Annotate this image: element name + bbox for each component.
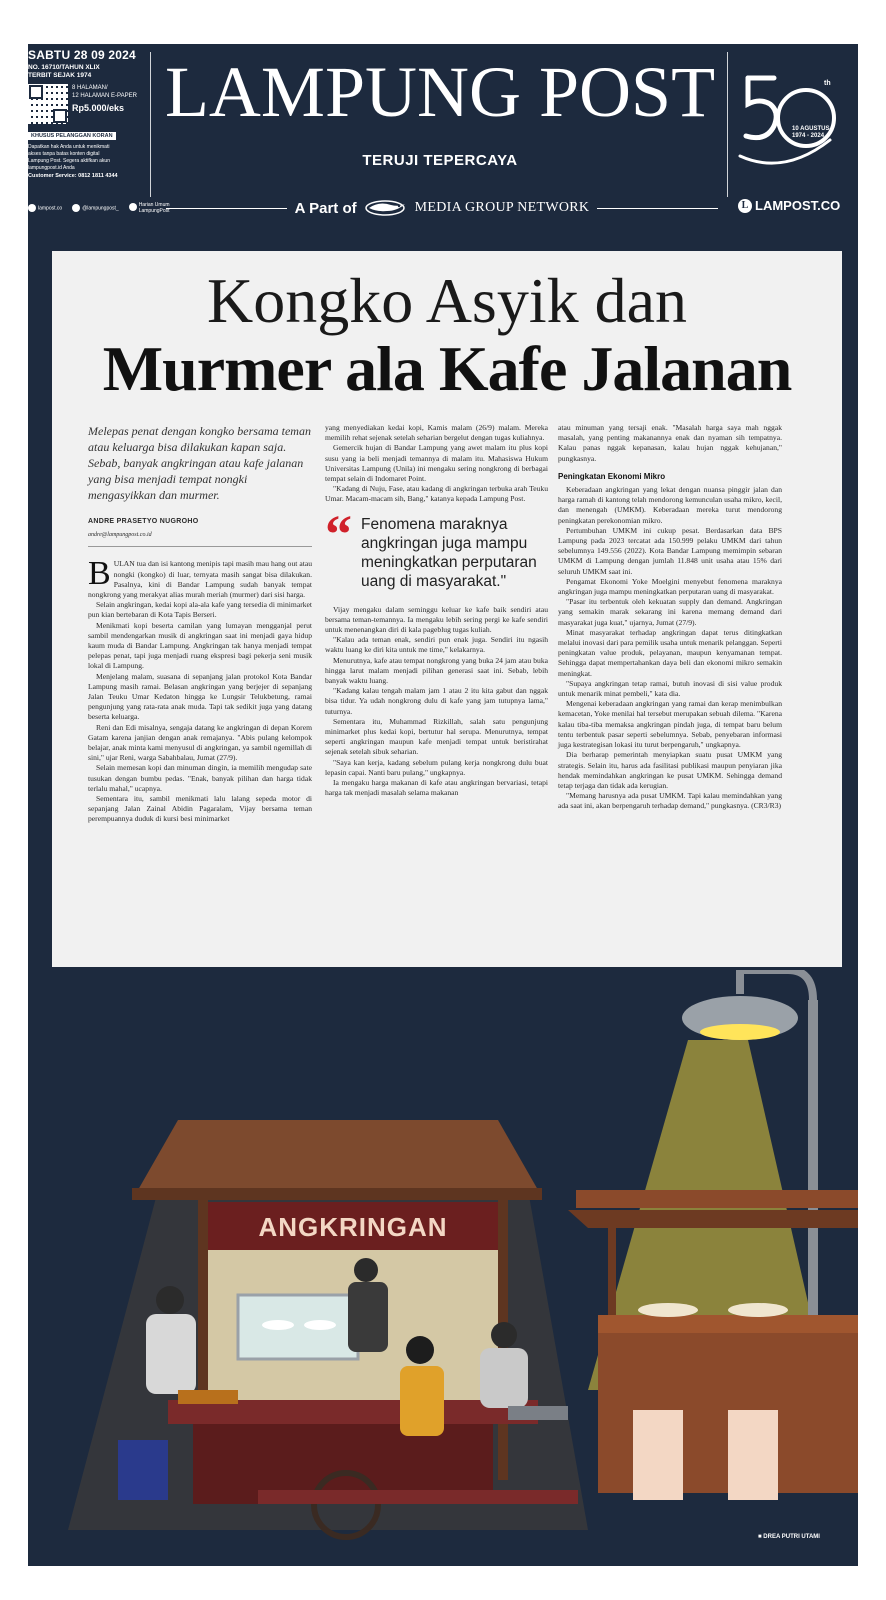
paragraph: "Pasar itu terbentuk oleh kekuatan supply dan demand. Angkringan yang semakin marak sekarang ini karena memang demand dari masyarakat juga kuat," ujarnya, Jumat (27/9). bbox=[558, 597, 782, 627]
paragraph: Sementara itu, sambil menikmati lalu lalang sepeda motor di sepanjang Jalan Zainal Abidin Pagaralam, Vijay bersama teman perempuannya duduk di kursi besi minimarket bbox=[88, 794, 312, 824]
paragraph: Reni dan Edi misalnya, sengaja datang ke angkringan di depan Korem Gatam karena janjian dengan anak remajanya. "Abis pulang kelompok belajar, anak minta kami menyusul di angkringan, ya sambil ngemillah di sini," ujar Reni, warga Sabahbalau, Jumat (27/9). bbox=[88, 722, 312, 763]
stool bbox=[633, 1410, 683, 1500]
globe-icon bbox=[28, 204, 36, 212]
angkringan-illustration bbox=[28, 970, 858, 1566]
food-plate bbox=[638, 1303, 698, 1317]
main-stall-roof-edge bbox=[132, 1188, 542, 1200]
rule bbox=[166, 208, 287, 209]
tagline: TERUJI TEPERCAYA bbox=[362, 152, 518, 169]
social-facebook[interactable]: Harian Umum LampungPost bbox=[129, 202, 177, 214]
paragraph: Sementara itu, Muhammad Rizkillah, salah satu pengunjung minimarket plus kedai kopi, bertutur hal serupa. Menurutnya, tempat seperti angkringan maupun kafe menjadi tempat untuk beristirahat sejenak setelah sibuk seharian. bbox=[325, 716, 548, 757]
issue-date: SABTU 28 09 2024 bbox=[28, 48, 136, 62]
column-1 bbox=[88, 423, 312, 825]
right-stall-counter bbox=[598, 1315, 858, 1333]
person-body bbox=[480, 1348, 528, 1408]
subheading: Peningkatan Ekonomi Mikro bbox=[558, 471, 666, 481]
social-instagram[interactable]: @lampungpost_ bbox=[72, 204, 119, 212]
social-links bbox=[28, 202, 177, 214]
paragraph: "Memang harusnya ada pusat UMKM. Tapi kalau memindahkan yang ada saat ini, akan berpengaruh terhadap demand," pungkasnya. (CR3/R3) bbox=[558, 791, 782, 811]
article-lead: Melepas penat dengan kongko bersama teman atau keluarga bisa dilakukan kapan saja. Sebab, banyak angkringan atau kafe jalanan yang bisa menjadi tempat nongki mengasyikkan dan murmer. bbox=[88, 424, 311, 502]
stall-sign-text: ANGKRINGAN bbox=[258, 1212, 448, 1242]
lamp-bulb bbox=[700, 1024, 780, 1040]
food-plate bbox=[304, 1320, 336, 1330]
masthead-info bbox=[28, 48, 153, 179]
price: Rp5.000/eks bbox=[72, 103, 125, 113]
paragraph: Menikmati kopi beserta camilan yang lumayan mengganjal perut sambil mendengarkan musik di angkringan saat ini menjadi gaya hidup kaum muda di Bandar Lampung. Angkringan tak hanya menjadi tempat pelepas penat, tapi juga menjadi ruang ekspresi bagi pekerja seni musik lokal di Lampung. bbox=[88, 620, 312, 671]
paragraph: Vijay mengaku dalam seminggu keluar ke kafe baik sendiri atau bersama teman-temannya. Ia mengaku lebih sering pergi ke kafe sendiri untuk menenangkan diri di kala pageblug tugas kuliah. bbox=[325, 604, 548, 635]
author-byline: ANDRE PRASETYO NUGROHO bbox=[88, 518, 199, 525]
food-plate bbox=[728, 1303, 788, 1317]
paragraph: Selain memesan kopi dan minuman dingin, ia memilih mengudap sate tusukan dengan bumbu pedas. "Enak, banyak pilihan dan harga tidak terlalu mahal," ucapnya. bbox=[88, 763, 312, 793]
paragraph: Pengamat Ekonomi Yoke Moelgini menyebut fenomena maraknya angkringan juga mampu meningkatkan perputaran uang di masyarakat. bbox=[558, 576, 782, 597]
qr-row bbox=[28, 84, 153, 124]
paragraph: Gemercik hujan di Bandar Lampung yang awet malam itu plus kopi susu yang ia beli menjadi temannya di malam itu. Mahasiswa Hukum Universitas Lampung (Unila) ini mengaku sering nongkrong di berbagai tempat selain di Indomaret Point. bbox=[325, 443, 548, 484]
person-body bbox=[400, 1366, 444, 1436]
column-3 bbox=[558, 423, 782, 812]
paragraph: Menurutnya, kafe atau tempat nongkrong yang buka 24 jam atau buka hingga larut malam menjadi pilihan generasi saat ini. Sebab, lebih banyak waktu luang. bbox=[325, 655, 548, 686]
person-body bbox=[146, 1314, 196, 1394]
paragraph: "Kadang di Nuju, Fase, atau kadang di angkringan terbuka arah Teuku Umar. Macam-macam sih, Bang," katanya kepada Lampung Post. bbox=[325, 484, 548, 504]
food-display-case bbox=[238, 1295, 358, 1359]
person-legs bbox=[178, 1390, 238, 1404]
drop-cap: B bbox=[88, 555, 111, 593]
paragraph: Keberadaan angkringan yang lekat dengan nuansa pinggir jalan dan harga ramah di kantong telah mendorong kemunculan usaha mikro, kecil, dan menengah (UMKM). Keberadaan mereka turut mendorong peningkatan perekonomian mikro. bbox=[558, 485, 782, 525]
newspaper-page bbox=[28, 44, 858, 1566]
right-stall-roof-edge bbox=[568, 1210, 858, 1228]
subscriber-label: KHUSUS PELANGGAN KORAN bbox=[28, 132, 116, 140]
newspaper-logo[interactable]: LAMPUNG POST bbox=[164, 52, 716, 132]
paragraph: "Supaya angkringan tetap ramai, butuh inovasi di sisi value produk untuk menarik minat pembeli," kata dia. bbox=[558, 678, 782, 699]
paragraph: BULAN tua dan isi kantong menipis tapi masih mau hang out atau nongki (kongko) di luar, ternyata masih sangat bisa dilakukan. Pasalnya, kini di Bandar Lampung sudah banyak tempat nongkrong yang merakyat alias murah meriah (murmer) dari sisi harga. bbox=[88, 555, 312, 600]
customer-service: Customer Service: 0812 1811 4344 bbox=[28, 173, 118, 179]
social-web[interactable]: lampost.co bbox=[28, 204, 62, 212]
quote-mark-icon: “ bbox=[325, 503, 352, 564]
vendor-body bbox=[348, 1282, 388, 1352]
price-info: 8 HALAMAN/ 12 HALAMAN E-PAPER Rp5.000/eks bbox=[72, 85, 137, 113]
edition-info: NO. 16710/TAHUN XLIX TERBIT SEJAK 1974 bbox=[28, 64, 100, 79]
lamp-arm bbox=[740, 970, 813, 1000]
paragraph: Pertumbuhan UMKM ini cukup pesat. Berdasarkan data BPS Lampung pada 2023 tercatat ada 150.999 pelaku UMKM dari tahun sebelumnya 149.556 (2022). Kota Bandar Lampung memimpin sebaran UMKM di Lampung dengan jumlah 11.848 unit usaha atau 15% dari seluruh UMKM saat ini. bbox=[558, 525, 782, 576]
stool bbox=[728, 1410, 778, 1500]
blue-stool bbox=[118, 1440, 168, 1500]
subscriber-text: Dapatkan hak Anda untuk menikmati akses tanpa batas konten digital Lampung Post. Segera aktifkan akun lampungpost.id Anda bbox=[28, 144, 110, 171]
pull-quote bbox=[325, 503, 548, 591]
paragraph: Menjelang malam, suasana di sepanjang jalan protokol Kota Bandar Lampung masih ramai. Belasan angkringan yang berjejer di sepanjang Jalan Teuku Umar Kedaton hingga ke Lungsir Telukbetung, ramai pengunjung yang rata-rata anak muda. Tapi tak sedikit juga yang datang beserta keluarga. bbox=[88, 671, 312, 722]
masthead bbox=[28, 44, 858, 230]
paragraph: Dia berharap pemerintah menyiapkan suatu pusat UMKM yang strategis. Selain itu, harus ada fasilitasi publikasi maupun penyiaran jika hendak memindahkan angkringan ke pusat UMKM. Sehingga demand tetap terjaga dan tidak ada kerugian. bbox=[558, 750, 782, 790]
paragraph: "Kadang kalau tengah malam jam 1 atau 2 itu kita gabut dan nggak bisa tidur. Ya udah nongkrong dulu di kafe yang jam tutupnya lama," tuturnya. bbox=[325, 686, 548, 716]
site-link[interactable]: L LAMPOST.CO bbox=[738, 198, 840, 213]
paragraph: atau minuman yang tersaji enak. "Masalah harga saya mah nggak masalah, yang penting makanannya enak dan nyaman sih tempatnya. Kalau panas nggak kepanasan, kalau hujan nggak kehujanan," pungkasnya. bbox=[558, 423, 782, 463]
food-plate bbox=[262, 1320, 294, 1330]
pull-quote-text: Fenomena maraknya angkringan juga mampu meningkatkan perputaran uang di masyarakat." bbox=[361, 515, 537, 590]
paragraph: Mengenai keberadaan angkringan yang ramai dan kerap menimbulkan kemacetan, Yoke menilai hal tersebut merupakan sebuah dilema. "Karena kalau tiba-tiba memaksa angkringan pindah juga, di tempat baru belum tentu terbentuk pasar seperti sebelumnya. Sebab, penyebaran informasi juga kestrategisan lokasi itu turut berpengaruh," ungkapnya. bbox=[558, 699, 782, 750]
person-head bbox=[354, 1258, 378, 1282]
divider bbox=[150, 52, 151, 197]
paragraph: Ia mengaku harga makanan di kafe atau angkringan bervariasi, tetapi harga tak menjadi masalah selama makanan bbox=[325, 778, 548, 798]
paragraph: "Kalau ada teman enak, sendiri pun enak juga. Sendiri itu ngasih waktu luang ke diri kita untuk me time," kelakarnya. bbox=[325, 635, 548, 655]
person-head bbox=[156, 1286, 184, 1314]
anniversary-text: 10 AGUSTUS 1974 - 2024 bbox=[792, 126, 830, 139]
person-legs bbox=[508, 1406, 568, 1420]
article-box bbox=[52, 251, 842, 967]
headline-line-2: Murmer ala Kafe Jalanan bbox=[102, 333, 792, 404]
author-email[interactable]: andre@lampungpost.co.id bbox=[88, 530, 312, 547]
main-stall-roof bbox=[138, 1120, 538, 1190]
instagram-icon bbox=[72, 204, 80, 212]
paragraph: Selain angkringan, kedai kopi ala-ala kafe yang tersedia di minimarket pun kian bertebaran di Kota Tapis Berseri. bbox=[88, 600, 312, 620]
paragraph: Minat masyarakat terhadap angkringan dapat terus ditingkatkan melalui inovasi dari para pemilik usaha untuk menarik pelanggan. Seperti peningkatan value produk, pelayanan, maupun kenyamanan tempat. Sehingga dapat mempertahankan daya beli dan ekonomi mikro semakin meningkat. bbox=[558, 627, 782, 678]
bench bbox=[258, 1490, 578, 1504]
lampost-logo-icon: L bbox=[738, 199, 752, 213]
network-banner: A Part of MEDIA GROUP NETWORK bbox=[166, 197, 718, 219]
column-2 bbox=[325, 423, 548, 798]
rule bbox=[597, 208, 718, 209]
right-stall-pole bbox=[608, 1228, 616, 1318]
divider bbox=[727, 52, 728, 197]
facebook-icon bbox=[129, 203, 137, 211]
illustration-credit: ■ DREA PUTRI UTAMI bbox=[758, 1534, 820, 1540]
person-head bbox=[406, 1336, 434, 1364]
qr-code-icon[interactable] bbox=[28, 84, 68, 124]
eagle-logo-icon bbox=[365, 199, 407, 217]
headline-line-1: Kongko Asyik dan bbox=[207, 265, 687, 336]
right-stall-roof bbox=[576, 1190, 858, 1208]
paragraph: "Saya kan kerja, kadang sebelum pulang kerja nongkrong dulu buat lepasin capai. Nanti baru pulang," ungkapnya. bbox=[325, 757, 548, 777]
anniversary-th: th bbox=[824, 80, 831, 87]
paragraph: yang menyediakan kedai kopi, Kamis malam (26/9) malam. Mereka memilih rehat sejenak setelah seharian bergelut dengan tugas kuliahnya. bbox=[325, 423, 548, 443]
person-head bbox=[491, 1322, 517, 1348]
